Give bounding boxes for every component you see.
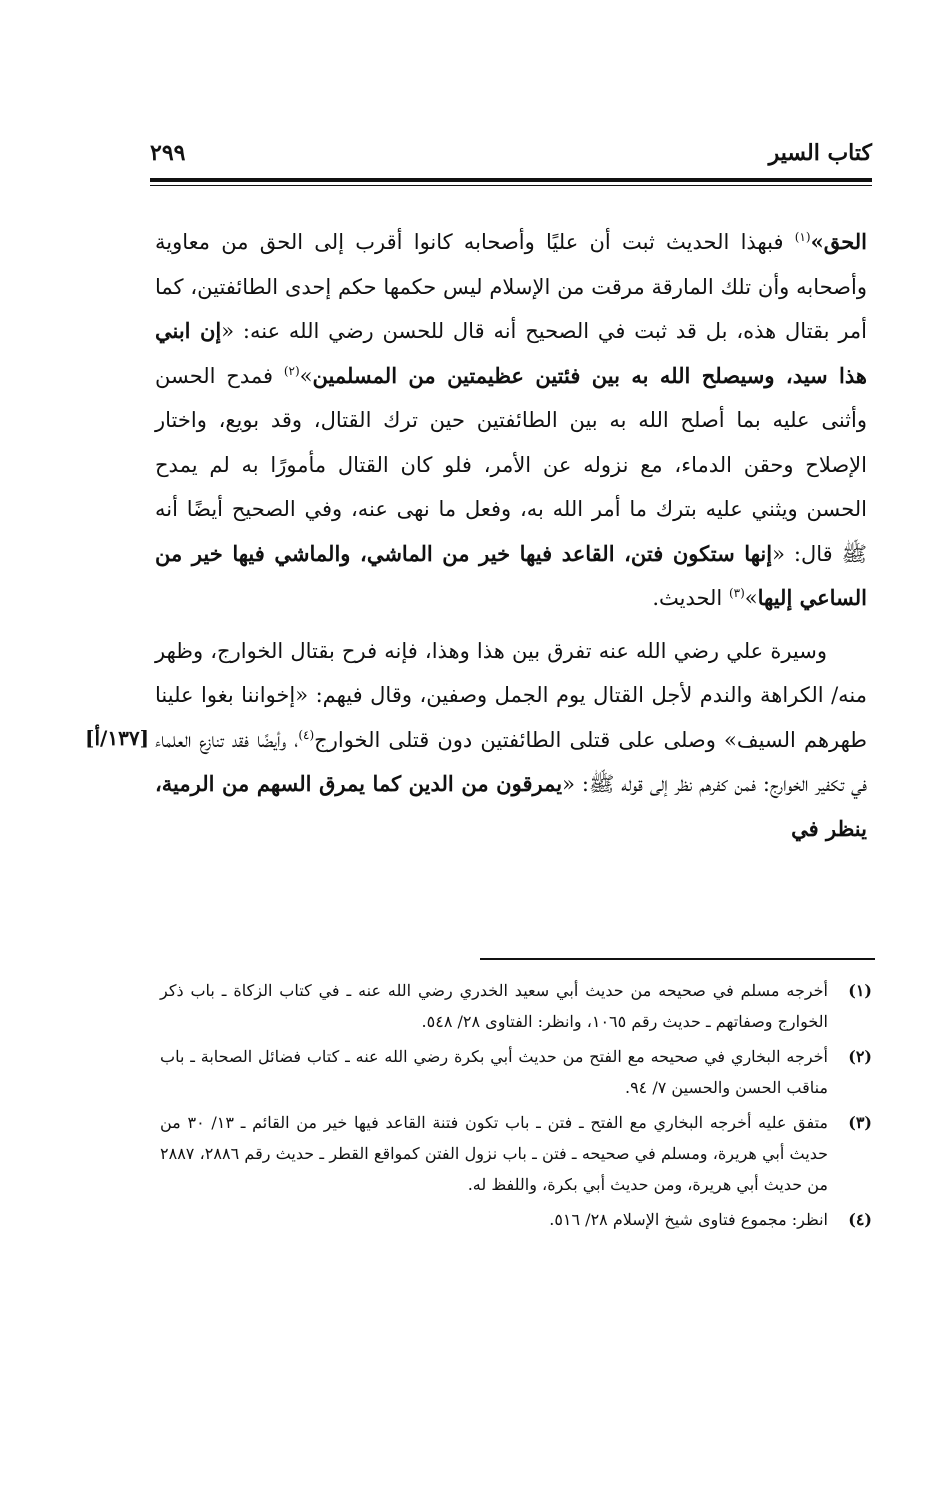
main-text <box>155 220 867 851</box>
text-run: الحديث. <box>652 586 729 610</box>
footnote-ref-3: (٣) <box>728 586 745 600</box>
text-run: » <box>299 363 313 388</box>
hadith-quote: يمرقون من الدين كما يمرق السهم من الرمية، ينظر في <box>155 771 867 841</box>
footnote-3 <box>160 1107 872 1200</box>
hadith-quote: إنها ستكون فتن، القاعد فيها خير من الماشي، والماشي فيها خير من الساعي إليها <box>155 540 867 610</box>
footnote-number: (٤) <box>848 1210 872 1229</box>
page-number: ٢٩٩ <box>150 140 186 166</box>
page-header <box>150 140 872 180</box>
footnote-separator <box>480 958 875 960</box>
footnote-ref-1: (١) <box>794 230 811 244</box>
text-run: فبهذا الحديث ثبت أن عليًا وأصحابه كانوا أقرب إلى الحق من معاوية وأصحابه وأن تلك المارقة مرقت من الإسلام ليس حكمها حكم إحدى الطائفتين، كما أمر بقتال هذه، بل قد ثبت في الصحيح أنه قال للحسن رضي الله عنه: « <box>155 230 867 343</box>
manuscript-folio-ref: [١٣٧/أ] <box>85 726 150 750</box>
hadith-quote: إن ابني هذا سيد، وسيصلح الله به بين فئتين عظيمتين من المسلمين <box>155 318 867 388</box>
footnote-4 <box>160 1204 872 1235</box>
footnote-text: متفق عليه أخرجه البخاري مع الفتح ـ فتن ـ باب تكون فتنة القاعد فيها خير من القائم ـ ١٣/ ٣٠ من حديث أبي هريرة، ومسلم في صحيحه ـ فتن ـ باب نزول الفتن كمواقع القطر ـ حديث رقم ٢٨٨٦، ٢٨٨٧ من حديث أبي هريرة، ومن حديث أبي بكرة، واللفظ له. <box>160 1113 829 1194</box>
text-run: الحق» <box>810 229 867 254</box>
text-run: » <box>744 586 758 610</box>
paragraph-1 <box>155 220 867 621</box>
header-rule-thin <box>150 185 872 186</box>
paragraph-2 <box>155 629 867 852</box>
footnote-number: (٢) <box>848 1047 872 1066</box>
footnote-number: (١) <box>848 981 872 1000</box>
footnote-2 <box>160 1041 872 1103</box>
footnote-ref-2: (٢) <box>283 363 300 378</box>
running-title: كتاب السير <box>768 140 872 166</box>
footnote-ref-4: (٤) <box>298 727 315 742</box>
footnote-text: أخرجه مسلم في صحيحه من حديث أبي سعيد الخدري رضي الله عنه ـ في كتاب الزكاة ـ باب ذكر الخوارج وصفاتهم ـ حديث رقم ١٠٦٥، وانظر: الفتاوى ٢٨/ ٥٤٨. <box>160 981 828 1031</box>
footnote-text: انظر: مجموع فتاوى شيخ الإسلام ٢٨/ ٥١٦. <box>549 1210 828 1229</box>
header-rule-thick <box>150 178 872 182</box>
text-run: وسيرة علي رضي الله عنه تفرق بين هذا وهذا، فإنه فرح بقتال الخوارج، وظهر منه/ الكراهة والندم لأجل القتال يوم الجمل وصفين، وقال فيهم: «إخواننا بغوا علينا طهرهم السيف» وصلى على قتلى الطائفتين دون قتلى الخوارج <box>155 638 868 752</box>
text-run: فمدح الحسن وأثنى عليه بما أصلح الله به بين الطائفتين حين ترك القتال، وقد بويع، واختار الإصلاح وحقن الدماء، مع نزوله عن الأمر، فلو كان القتال مأمورًا به لم يمدح الحسن ويثني عليه بترك ما أمر الله به، وفعل ما نهى عنه، وفي الصحيح أيضًا أنه ﷺ قال: « <box>155 363 867 566</box>
footnotes <box>160 975 872 1239</box>
footnote-number: (٣) <box>848 1113 872 1132</box>
footnote-1 <box>160 975 872 1037</box>
footnote-text: أخرجه البخاري في صحيحه مع الفتح من حديث أبي بكرة رضي الله عنه ـ كتاب فضائل الصحابة ـ باب مناقب الحسن والحسين ٧/ ٩٤. <box>160 1047 828 1097</box>
text-run: ، وأيضًا فقد تنازع العلماء في تكفير الخوارج: فمن كفرهم نظر إلى قوله ﷺ: « <box>155 727 867 796</box>
